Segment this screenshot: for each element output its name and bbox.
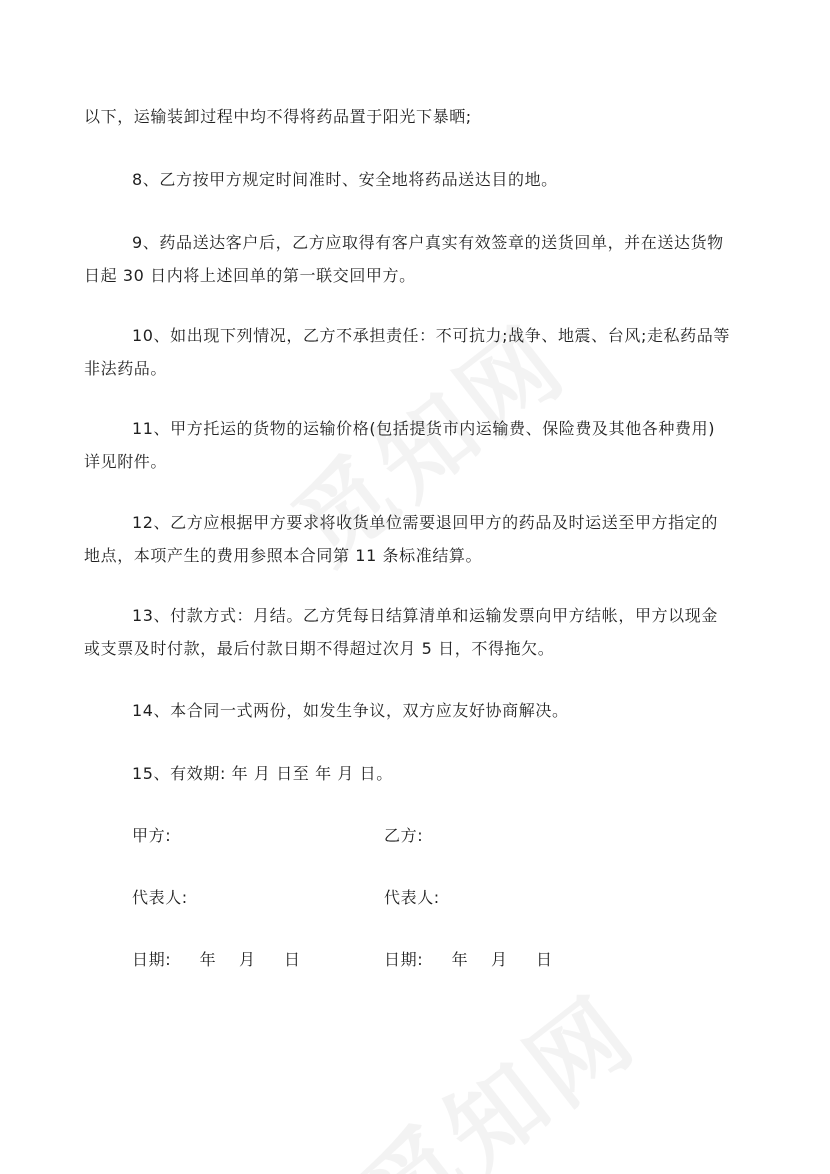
party-b-label: 乙方: [384, 826, 424, 845]
clause-8 [84, 163, 748, 196]
clause-line: 12、乙方应根据甲方要求将收货单位需要退回甲方的药品及时运送至甲方指定的 [132, 513, 718, 532]
clause-continuation [84, 100, 748, 133]
clause-line: 以下，运输装卸过程中均不得将药品置于阳光下暴晒; [84, 107, 472, 126]
clause-line: 详见附件。 [84, 452, 168, 471]
representative-a-label: 代表人: [132, 888, 188, 907]
clause-line: 13、付款方式：月结。乙方凭每日结算清单和运输发票向甲方结帐，甲方以现金 [132, 606, 718, 625]
clause-15 [84, 757, 748, 790]
party-a-label: 甲方: [132, 826, 172, 845]
clause-10 [84, 319, 748, 385]
representative-b-label: 代表人: [384, 888, 440, 907]
date-a-label: 日期: 年 月 日 [132, 950, 301, 969]
clause-line: 10、如出现下列情况，乙方不承担责任：不可抗力;战争、地震、台风;走私药品等 [132, 326, 730, 345]
clause-line: 9、药品送达客户后，乙方应取得有客户真实有效签章的送货回单，并在送达货物 [132, 233, 724, 252]
clause-line: 15、有效期: 年 月 日至 年 月 日。 [132, 764, 393, 783]
clause-12 [84, 506, 748, 572]
clause-line: 或支票及时付款，最后付款日期不得超过次月 5 日，不得拖欠。 [84, 639, 555, 658]
clause-line: 地点，本项产生的费用参照本合同第 11 条标准结算。 [84, 546, 483, 565]
clause-13 [84, 599, 748, 665]
clause-9 [84, 226, 748, 292]
clause-line: 日起 30 日内将上述回单的第一联交回甲方。 [84, 266, 416, 285]
watermark-text [331, 958, 661, 1174]
clause-line: 8、乙方按甲方规定时间准时、安全地将药品送达目的地。 [132, 170, 558, 189]
clause-11 [84, 412, 748, 478]
date-b-label: 日期: 年 月 日 [384, 950, 553, 969]
clause-14 [84, 694, 748, 727]
clause-line: 14、本合同一式两份，如发生争议，双方应友好协商解决。 [132, 701, 569, 720]
clause-line: 非法药品。 [84, 359, 168, 378]
clause-line: 11、甲方托运的货物的运输价格(包括提货市内运输费、保险费及其他各种费用) [132, 419, 716, 438]
